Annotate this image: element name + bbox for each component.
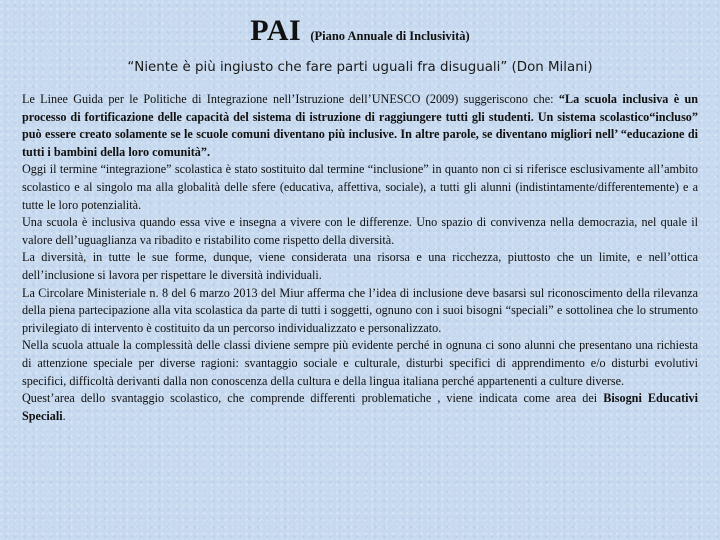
paragraph-scuola-inclusiva: Una scuola è inclusiva quando essa vive e insegna a vivere con le differenze. Uno spazio di convivenza nella democrazia, nel quale il valore dell’uguaglianza va ribadito e ristabilito come rispetto della diversità.: [22, 215, 698, 247]
paragraph-integrazione: Oggi il termine “integrazione” scolastica è stato sostituito dal termine “inclusione” in quanto non ci si riferisce esclusivamente all’ambito scolastico e al singolo ma alla globalità delle sfere (educativa, affettiva, sociale), a tutti gli alunni (indistintamente/differentemente) e a tutte le loro potenzialità.: [22, 162, 698, 212]
paragraph-bes-end: .: [62, 408, 66, 423]
page-title: [22, 16, 698, 46]
paragraph-diversita: La diversità, in tutte le sue forme, dunque, viene considerata una risorsa e una ricchezza, piuttosto che un limite, e nell’ottica dell’inclusione si lavora per rispettare le diversità individuali.: [22, 250, 698, 282]
title-main: PAI: [250, 14, 302, 47]
quote: “Niente è più ingiusto che fare parti uguali fra disuguali” (Don Milani): [127, 60, 593, 75]
paragraph-circolare: La Circolare Ministeriale n. 8 del 6 marzo 2013 del Miur afferma che l’idea di inclusione deve basarsi sul riconoscimento della rilevanza della piena partecipazione alla vita scolastica da parte di tutti i soggetti, ognuno con i suoi bisogni “speciali” e sottolinea che lo strumento privilegiato di intervento è costituito da un percorso individualizzato e personalizzato.: [22, 285, 698, 335]
paragraph-unesco-intro: Le Linee Guida per le Politiche di Integrazione nell’Istruzione dell’UNESCO (2009) suggeriscono che:: [22, 92, 559, 106]
paragraph-unesco-quote: “La scuola inclusiva è un processo di fortificazione delle capacità del sistema di istruzione di raggiungere tutti gli studenti. Un sistema scolastico“incluso” può essere creato solamente se le scuole comuni diventano più inclusive. In altre parole, se diventano migliori nell’ “educazione di tutti i bambini della loro comunità”.: [22, 92, 698, 159]
paragraph-bes-term: Bisogni Educativi Speciali: [22, 391, 698, 423]
paragraph-bes: [22, 390, 698, 425]
paragraph-unesco: [22, 91, 698, 161]
paragraph-complessita: Nella scuola attuale la complessità delle classi diviene sempre più evidente perché in ognuna ci sono alunni che presentano una richiesta di attenzione speciale per diverse ragioni: svantaggio sociale e culturale, disturbi specifici di apprendimento e/o disturbi evolutivi specifici, difficoltà derivanti dalla non conoscenza della cultura e della lingua italiana perché appartenenti a culture diverse.: [22, 338, 698, 388]
paragraph-bes-intro: Quest’area dello svantaggio scolastico, che comprende differenti problematiche , viene indicata come area dei: [22, 391, 604, 406]
title-subtitle: (Piano Annuale di Inclusività): [310, 29, 470, 43]
body-text: [22, 91, 698, 425]
